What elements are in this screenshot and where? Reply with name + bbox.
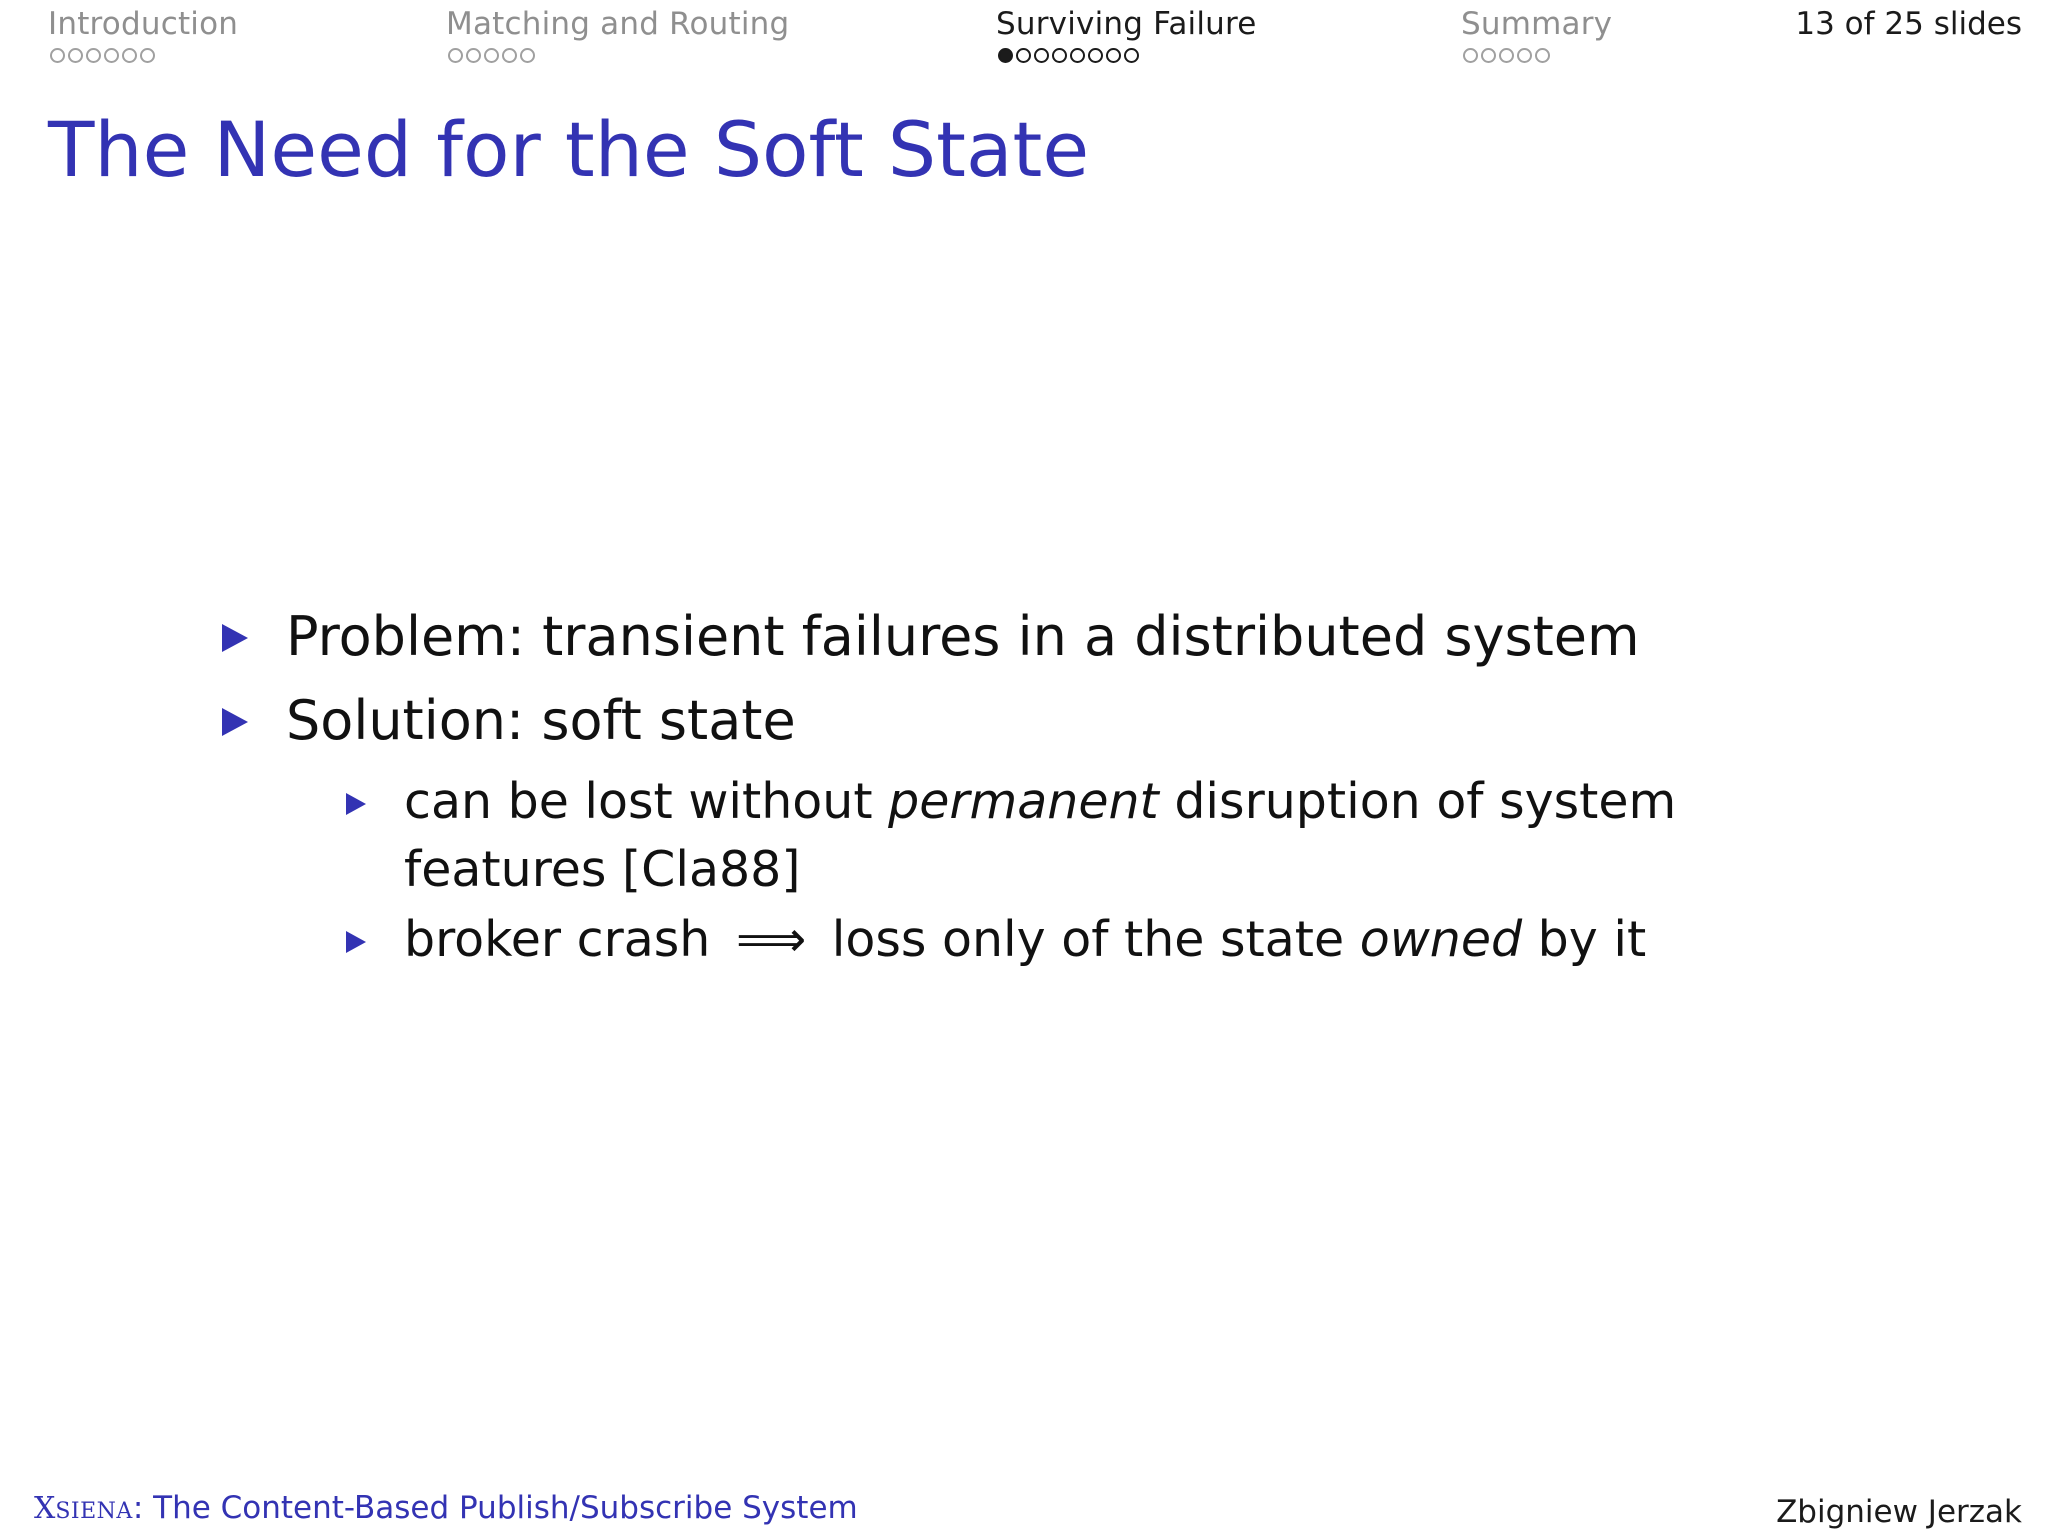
nav-dot[interactable] bbox=[122, 48, 137, 63]
nav-section-surviving-failure[interactable] bbox=[996, 4, 1257, 63]
nav-label[interactable]: Introduction bbox=[48, 6, 239, 42]
nav-label[interactable]: Summary bbox=[1461, 6, 1613, 42]
nav-dots bbox=[998, 48, 1257, 63]
nav-dots bbox=[448, 48, 789, 63]
nav-section-introduction[interactable] bbox=[48, 4, 238, 63]
nav-dot[interactable] bbox=[86, 48, 101, 63]
slide-title: The Need for the Soft State bbox=[48, 105, 1090, 194]
sub-bullet-text: broker crash bbox=[404, 911, 711, 968]
xsiena-logo-text bbox=[34, 1491, 133, 1526]
triangle-bullet-icon bbox=[222, 708, 248, 736]
nav-dot[interactable] bbox=[104, 48, 119, 63]
footer-author: Zbigniew Jerzak bbox=[1776, 1494, 2022, 1530]
nav-dot[interactable] bbox=[466, 48, 481, 63]
nav-dot[interactable] bbox=[140, 48, 155, 63]
bullet-item-solution bbox=[216, 688, 1716, 754]
nav-dot[interactable] bbox=[1088, 48, 1103, 63]
implies-arrow-icon: ⟹ bbox=[735, 911, 807, 968]
nav-dot[interactable] bbox=[448, 48, 463, 63]
nav-label[interactable]: Matching and Routing bbox=[446, 6, 790, 42]
nav-dot[interactable] bbox=[68, 48, 83, 63]
footer-subtitle: : The Content-Based Publish/Subscribe System bbox=[132, 1490, 858, 1526]
nav-section-summary[interactable] bbox=[1461, 4, 1612, 63]
sub-bullet-text: can be lost without bbox=[404, 773, 889, 830]
bullet-text: Problem: transient failures in a distributed system bbox=[286, 605, 1640, 668]
nav-section-matching-and-routing[interactable] bbox=[446, 4, 789, 63]
nav-dot[interactable] bbox=[1535, 48, 1550, 63]
nav-dot[interactable] bbox=[50, 48, 65, 63]
bullet-text: Solution: soft state bbox=[286, 689, 796, 752]
nav-dot[interactable] bbox=[502, 48, 517, 63]
triangle-bullet-icon bbox=[222, 624, 248, 652]
sub-bullet-item-broker-crash bbox=[340, 906, 1694, 974]
nav-dots bbox=[1463, 48, 1612, 63]
triangle-bullet-icon bbox=[346, 793, 366, 815]
slide-content bbox=[216, 604, 1716, 974]
nav-dot[interactable] bbox=[1070, 48, 1085, 63]
xsiena-smallcaps: SIENA bbox=[55, 1499, 133, 1524]
slide-counter: 13 of 25 slides bbox=[1795, 6, 2022, 42]
nav-dot[interactable] bbox=[1106, 48, 1121, 63]
nav-dot[interactable] bbox=[520, 48, 535, 63]
footer-presentation-title bbox=[34, 1488, 858, 1532]
emphasis-text: permanent bbox=[888, 773, 1159, 830]
nav-dot[interactable] bbox=[1499, 48, 1514, 63]
sub-bullet-text: loss only of the state bbox=[831, 911, 1360, 968]
nav-dot[interactable] bbox=[998, 48, 1013, 63]
nav-dot[interactable] bbox=[1517, 48, 1532, 63]
xsiena-initial: X bbox=[34, 1491, 56, 1526]
triangle-bullet-icon bbox=[346, 931, 366, 953]
sub-bullet-text: by it bbox=[1522, 911, 1647, 968]
nav-dot[interactable] bbox=[484, 48, 499, 63]
emphasis-text: owned bbox=[1359, 911, 1523, 968]
nav-dot[interactable] bbox=[1463, 48, 1478, 63]
nav-dot[interactable] bbox=[1052, 48, 1067, 63]
sub-bullet-item-lost bbox=[340, 768, 1694, 904]
bullet-item-problem bbox=[216, 604, 1716, 670]
nav-dot[interactable] bbox=[1124, 48, 1139, 63]
nav-dots bbox=[50, 48, 238, 63]
sub-bullet-list bbox=[340, 768, 1716, 974]
nav-label[interactable]: Surviving Failure bbox=[996, 6, 1257, 42]
sub-bullet-text: disruption of system features [Cla88] bbox=[404, 773, 1677, 898]
nav-dot[interactable] bbox=[1481, 48, 1496, 63]
nav-dot[interactable] bbox=[1034, 48, 1049, 63]
nav-dot[interactable] bbox=[1016, 48, 1031, 63]
